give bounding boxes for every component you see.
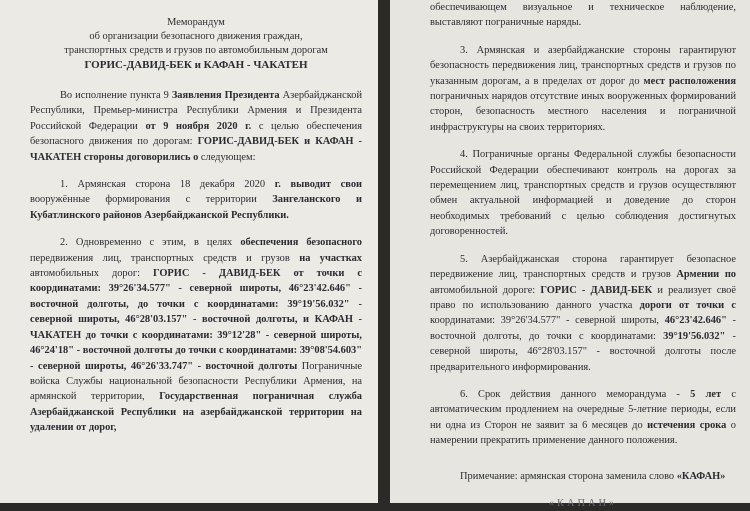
text-run-bold: Государственная пограничная служба Азербайджанской Республики на азербайджанской территории на удалении от дорог, (30, 391, 362, 434)
text-run: о намерении прекратить применение данного положения. (430, 419, 736, 447)
paragraph-5 (430, 252, 736, 375)
memorandum-heading (30, 16, 362, 72)
intro-paragraph (30, 88, 362, 165)
text-run: Примечание: армянская сторона заменила слово (460, 470, 677, 482)
text-run: - восточной долготы, до точки с координатами: (430, 315, 737, 342)
text-run-bold: обеспечения безопасного (240, 237, 362, 249)
text-run: с целью обеспечения безопасного движения по дорогам: (30, 120, 362, 148)
note-cut-off-line: «КАПАН» (548, 497, 618, 509)
text-run: передвижения лиц, транспортных средств и грузов (30, 252, 300, 264)
text-run-bold: ГОРИС - ДАВИД-БЕК (540, 284, 653, 296)
text-run-bold: ГОРИС-ДАВИД-БЕК и КАФАН - ЧАКАТЕН стороны договорились о (30, 136, 362, 163)
text-run: координатами: 39°26'34.577" - северной широты, (430, 315, 665, 327)
text-run-bold: 46°23'42.646" (664, 315, 727, 327)
paragraph-4: 4. Пограничные органы Федеральной службы безопасности Российской Федерации обеспечивают контроль на дорогах за перемещением лиц, транспортных средств и грузов осуществляют обмен актуальной информацией и доведение до сторон необходимых требований с целью соблюдения достигнутых договоренностей. (430, 149, 736, 238)
text-run: пограничных нарядов отсутствие иных вооруженных формирований сторон, безопасность местного населения и пограничной инфраструктуры на своих территориях. (430, 91, 736, 133)
memorandum-roads-title: ГОРИС-ДАВИД-БЕК и КАФАН - ЧАКАТЕН (84, 59, 308, 71)
text-run-bold: дороги от точки с (639, 299, 736, 311)
text-run: 5. Азербайджанская сторона гарантирует безопасное передвижение лиц, транспортных средств и грузов (430, 253, 736, 281)
left-document-page (0, 0, 378, 503)
text-run: с автоматическим продлением на очередные 5-летние периоды, если ни одна из Сторон не заявит за 6 месяцев до (430, 388, 736, 431)
text-run-bold: от 9 ноября 2020 г. (137, 120, 252, 132)
text-run: 6. Срок действия данного меморандума - (460, 388, 691, 400)
memorandum-title: Меморандум (167, 17, 225, 28)
text-run: автомобильных дорог: (30, 268, 153, 280)
text-run: Азербайджанской Республики, (30, 90, 363, 117)
text-run: автомобильной дороге: (430, 284, 541, 296)
paragraph-2 (30, 235, 362, 435)
text-run: Премьер-министра Республики Армения и Президента Российской Федерации (30, 105, 362, 132)
text-run-bold: истечения срока (647, 419, 727, 431)
right-document-page (390, 0, 750, 509)
text-run: Во исполнение пункта 9 (60, 90, 172, 101)
continued-paragraph: обеспечивающем визуальное и техническое наблюдение, выставляют пограничные наряды. (430, 2, 736, 29)
text-run-bold: мест расположения (643, 75, 736, 87)
text-run: следующем: (198, 151, 256, 163)
text-run-bold: Заявления Президента (171, 90, 280, 101)
text-run-bold: 5 лет (690, 388, 722, 400)
note-paragraph (430, 469, 736, 484)
paragraph-6 (430, 387, 736, 449)
text-run-bold: 39°19'56.032" (663, 330, 726, 342)
text-run: - северной широты, 46°28'03.157" - восточной долготы после предварительного информирования. (430, 330, 736, 373)
text-run: вооружённые формирования с территории (30, 194, 273, 206)
paragraph-1 (30, 177, 362, 223)
text-run-bold: ГОРИС - ДАВИД-БЕК от точки с координатами: 39°26'34.577" - северной широты, 46°23'42.646" - восточной долготы, до точки с координатами: 39°19'56.032" - северной широты, 46°28'03.157" - восточной долготы, и КАФАН - ЧАКАТЕН до точки с координатами: 39°12'28" - северной широты, 46°24'18" - восточной долготы до точки с координатами: 39°08'54.603" - северной широты, 46°26'33.747" - восточной долготы (30, 268, 363, 372)
paragraph-3 (430, 43, 736, 135)
memorandum-subtitle-line-1: об организации безопасного движения граждан, (89, 31, 303, 42)
text-run: 2. Одновременно с этим, в целях (60, 237, 241, 249)
memorandum-subtitle-line-2: транспортных средств и грузов по автомобильным дорогам (64, 45, 328, 56)
text-run: 1. Армянская сторона 18 декабря 2020 (60, 179, 275, 191)
text-run: 3. Армянская и азербайджанские стороны гарантируют безопасность передвижения лиц, транспортных средств и грузов по указанным дорогам, а в пределах от дорог до (430, 44, 736, 87)
text-run-bold: на участках (299, 252, 362, 264)
text-run-bold: Зангеланского и Кубатлинского районов Азербайджанской Республики. (30, 194, 362, 221)
text-run-bold: г. выводит свои (274, 179, 362, 191)
text-run: и реализует своё право по использованию данного участка (430, 284, 736, 311)
text-run: Пограничные войска Службы национальной безопасности Республики Армения, на армянской территории, (30, 360, 362, 403)
text-run-bold: Армении по (676, 269, 736, 281)
text-run-bold: «КАФАН» (676, 470, 726, 482)
